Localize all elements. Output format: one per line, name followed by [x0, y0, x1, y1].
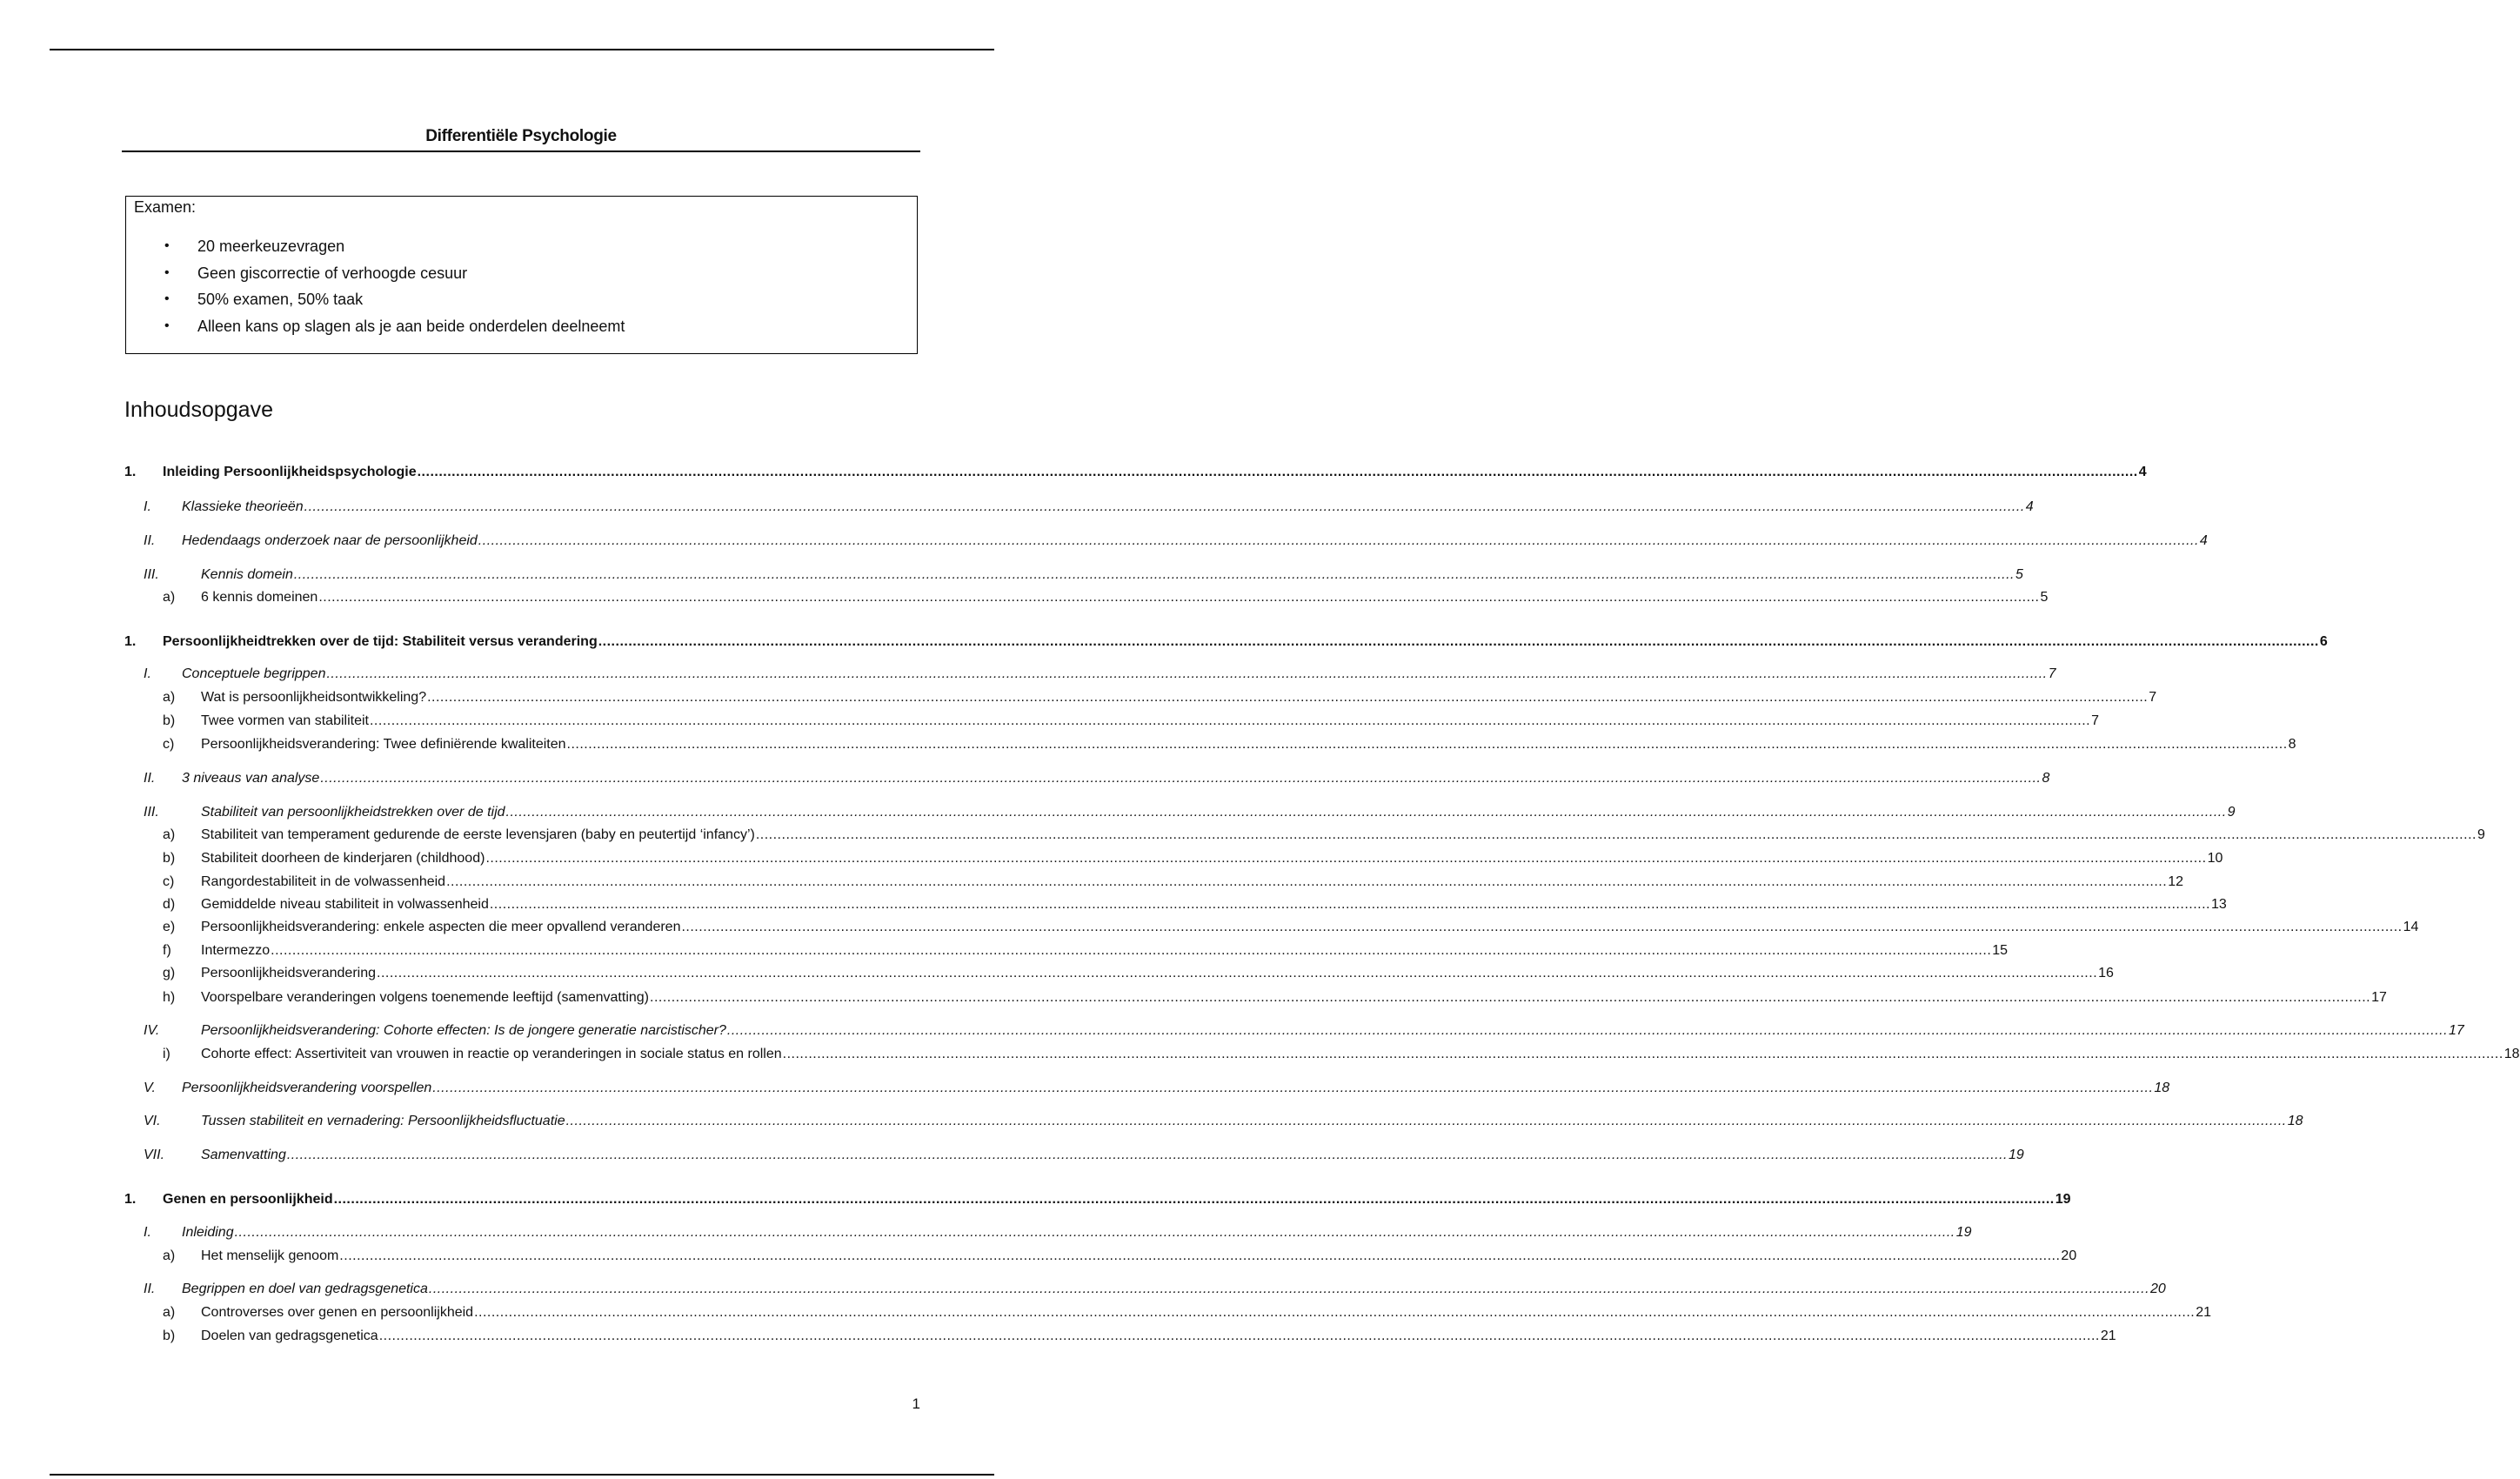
toc-entry-number: d) [163, 897, 176, 912]
toc-entry-page: 20 [2150, 1282, 2166, 1296]
toc-entry-title: Rangordestabiliteit in de volwassenheid [201, 874, 446, 889]
toc-dot-leader: ................................................................................................................................................................................................................................................................................................................................................................................................................ [293, 567, 2015, 582]
toc-dot-leader: ................................................................................................................................................................................................................................................................................................................................................................................................................ [432, 1081, 2154, 1095]
toc-entry-body [201, 873, 2183, 892]
toc-entry-title: Stabiliteit van temperament gedurende de eerste levensjaren (baby en peutertijd ‘infancy’) [201, 827, 755, 842]
bullet-icon: • [164, 264, 170, 280]
exam-item-text: 50% examen, 50% taak [197, 291, 364, 308]
toc-entry-page: 17 [2449, 1023, 2464, 1038]
toc-entry-title: Tussen stabiliteit en vernadering: Persoonlijkheidsfluctuatie [201, 1114, 565, 1128]
toc-dot-leader: ................................................................................................................................................................................................................................................................................................................................................................................................................ [598, 634, 2319, 649]
toc-entry-page: 7 [2048, 666, 2056, 681]
toc-entry-body [201, 1146, 2024, 1165]
toc-entry[interactable] [0, 1327, 2116, 1346]
toc-entry-title: Stabiliteit van persoonlijkheidstrekken over de tijd [201, 805, 505, 820]
toc-entry[interactable] [0, 566, 2023, 585]
toc-entry-body [182, 1280, 2166, 1299]
toc-entry-body [182, 1079, 2170, 1098]
toc-entry-body [201, 941, 2009, 960]
toc-entry-title: Conceptuele begrippen [182, 666, 326, 681]
toc-dot-leader: ................................................................................................................................................................................................................................................................................................................................................................................................................ [650, 990, 2371, 1005]
toc-entry-number: III. [144, 805, 159, 820]
toc-entry[interactable] [0, 918, 2419, 937]
toc-entry-number: II. [144, 1282, 156, 1296]
toc-entry-body [182, 1223, 1972, 1242]
toc-entry-title: Twee vormen van stabiliteit [201, 713, 369, 728]
toc-dot-leader: ................................................................................................................................................................................................................................................................................................................................................................................................................ [320, 771, 2042, 786]
toc-entry-title: Persoonlijkheidsverandering: Cohorte effecten: Is de jongere generatie narcistischer? [201, 1023, 726, 1038]
bullet-icon: • [164, 318, 170, 333]
toc-entry[interactable] [0, 735, 2296, 754]
toc-entry-title: Klassieke theorieën [182, 499, 304, 514]
toc-entry-title: Persoonlijkheidsverandering [201, 966, 377, 980]
toc-dot-leader: ................................................................................................................................................................................................................................................................................................................................................................................................................ [489, 897, 2210, 912]
toc-entry-body [201, 566, 2023, 585]
toc-entry-number: VI. [144, 1114, 161, 1128]
toc-dot-leader: ................................................................................................................................................................................................................................................................................................................................................................................................................ [326, 666, 2048, 681]
toc-entry-number: b) [163, 851, 176, 866]
toc-entry-page: 9 [2227, 805, 2236, 820]
toc-entry-number: 1. [124, 634, 137, 649]
toc-entry-number: a) [163, 1305, 176, 1320]
toc-entry-number: f) [163, 943, 171, 958]
toc-dot-leader: ................................................................................................................................................................................................................................................................................................................................................................................................................ [446, 874, 2168, 889]
toc-entry-number: V. [144, 1081, 156, 1095]
toc-dot-leader: ................................................................................................................................................................................................................................................................................................................................................................................................................ [782, 1047, 2503, 1061]
toc-entry-number: VII. [144, 1148, 165, 1162]
toc-entry[interactable] [0, 895, 2227, 914]
toc-entry-number: 1. [124, 465, 137, 479]
toc-entry-title: Doelen van gedragsgenetica [201, 1328, 378, 1343]
toc-entry-page: 7 [2149, 690, 2157, 705]
toc-entry-number: I. [144, 1225, 151, 1240]
toc-entry[interactable] [0, 1280, 2166, 1299]
toc-entry-title: Persoonlijkheidsverandering: enkele aspecten die meer opvallend veranderen [201, 920, 681, 934]
toc-entry-title: Controverses over genen en persoonlijkheid [201, 1305, 474, 1320]
toc-dot-leader: ................................................................................................................................................................................................................................................................................................................................................................................................................ [333, 1192, 2055, 1207]
toc-dot-leader: ................................................................................................................................................................................................................................................................................................................................................................................................................ [234, 1225, 1955, 1240]
toc-entry-body [201, 1247, 2077, 1266]
toc-entry[interactable] [0, 588, 2049, 607]
exam-list-item [126, 237, 625, 264]
toc-dot-leader: ................................................................................................................................................................................................................................................................................................................................................................................................................ [417, 465, 2138, 479]
toc-entry-body [182, 665, 2056, 684]
toc-entry-page: 20 [2061, 1248, 2077, 1263]
toc-entry[interactable] [0, 964, 2114, 983]
exam-label: Examen: [134, 198, 197, 216]
toc-entry-title: 6 kennis domeinen [201, 590, 318, 605]
toc-entry-page: 8 [2288, 737, 2296, 752]
toc-dot-leader: ................................................................................................................................................................................................................................................................................................................................................................................................................ [474, 1305, 2196, 1320]
toc-entry-number: IV. [144, 1023, 160, 1038]
toc-entry-number: b) [163, 1328, 176, 1343]
toc-dot-leader: ................................................................................................................................................................................................................................................................................................................................................................................................................ [755, 827, 2477, 842]
toc-entry[interactable] [0, 1112, 2303, 1131]
toc-entry-number: e) [163, 920, 176, 934]
toc-entry-body [201, 712, 2100, 731]
toc-entry-page: 7 [2091, 713, 2100, 728]
toc-entry[interactable] [0, 463, 2147, 482]
toc-entry-number: b) [163, 713, 176, 728]
toc-entry-body [201, 849, 2223, 868]
toc-dot-leader: ................................................................................................................................................................................................................................................................................................................................................................................................................ [286, 1148, 2008, 1162]
toc-entry[interactable] [0, 941, 2009, 960]
toc-entry-page: 19 [2008, 1148, 2024, 1162]
toc-entry-title: Persoonlijkheidsverandering: Twee definiërende kwaliteiten [201, 737, 566, 752]
toc-entry-body [201, 1112, 2303, 1131]
toc-entry[interactable] [0, 712, 2100, 731]
toc-entry-number: a) [163, 590, 176, 605]
toc-dot-leader: ................................................................................................................................................................................................................................................................................................................................................................................................................ [428, 1282, 2150, 1296]
toc-entry-number: h) [163, 990, 176, 1005]
toc-entry-body [201, 988, 2387, 1007]
toc-entry[interactable] [0, 988, 2387, 1007]
toc-entry-page: 14 [2403, 920, 2419, 934]
exam-item-text: 20 meerkeuzevragen [197, 238, 345, 255]
toc-entry-number: a) [163, 690, 176, 705]
toc-entry[interactable] [0, 873, 2183, 892]
toc-entry-page: 15 [1992, 943, 2009, 958]
toc-entry-page: 16 [2098, 966, 2114, 980]
toc-dot-leader: ................................................................................................................................................................................................................................................................................................................................................................................................................ [378, 1328, 2100, 1343]
exam-list-item [126, 290, 625, 317]
toc-dot-leader: ................................................................................................................................................................................................................................................................................................................................................................................................................ [681, 920, 2403, 934]
toc-entry-title: Samenvatting [201, 1148, 286, 1162]
toc-entry-title: Intermezzo [201, 943, 271, 958]
toc-entry-page: 9 [2477, 827, 2485, 842]
toc-dot-leader: ................................................................................................................................................................................................................................................................................................................................................................................................................ [318, 590, 2040, 605]
toc-entry[interactable] [0, 688, 2157, 707]
toc-entry-title: Genen en persoonlijkheid [163, 1192, 333, 1207]
toc-entry-body [163, 463, 2147, 482]
toc-entry[interactable] [0, 1303, 2211, 1322]
toc-entry-body [201, 688, 2157, 707]
toc-entry[interactable] [0, 632, 2328, 652]
toc-dot-leader: ................................................................................................................................................................................................................................................................................................................................................................................................................ [271, 943, 1992, 958]
page-number: 1 [912, 1395, 920, 1412]
title-underline [122, 151, 920, 152]
toc-entry-number: g) [163, 966, 176, 980]
toc-entry-page: 18 [2287, 1114, 2303, 1128]
toc-entry-title: Voorspelbare veranderingen volgens toenemende leeftijd (samenvatting) [201, 990, 649, 1005]
toc-entry-title: Inleiding Persoonlijkheidspsychologie [163, 465, 417, 479]
toc-entry-body [182, 498, 2034, 517]
toc-entry-title: Cohorte effect: Assertiviteit van vrouwen in reactie op veranderingen in sociale status en rollen [201, 1047, 782, 1061]
toc-entry-number: c) [163, 874, 175, 889]
toc-entry[interactable] [0, 1079, 2170, 1098]
toc-entry-number: 1. [124, 1192, 137, 1207]
toc-entry-page: 4 [2199, 533, 2208, 548]
header-rule [50, 49, 994, 50]
toc-entry-page: 5 [2040, 590, 2049, 605]
toc-entry-body [201, 803, 2236, 822]
toc-entry-page: 13 [2210, 897, 2227, 912]
toc-dot-leader: ................................................................................................................................................................................................................................................................................................................................................................................................................ [304, 499, 2025, 514]
toc-dot-leader: ................................................................................................................................................................................................................................................................................................................................................................................................................ [726, 1023, 2449, 1038]
toc-entry[interactable] [0, 1045, 2520, 1064]
exam-info-box [125, 196, 918, 354]
toc-entry-body [201, 1021, 2464, 1041]
toc-entry[interactable] [0, 1247, 2077, 1266]
toc-entry[interactable] [0, 498, 2034, 517]
toc-entry-page: 6 [2319, 634, 2328, 649]
toc-entry[interactable] [0, 1021, 2464, 1041]
toc-entry-title: Het menselijk genoom [201, 1248, 339, 1263]
toc-dot-leader: ................................................................................................................................................................................................................................................................................................................................................................................................................ [566, 737, 2288, 752]
toc-entry[interactable] [0, 1146, 2024, 1165]
toc-entry[interactable] [0, 803, 2236, 822]
toc-entry-number: i) [163, 1047, 170, 1061]
footer-rule [50, 1474, 994, 1476]
toc-entry-page: 12 [2168, 874, 2183, 889]
toc-entry-number: III. [144, 567, 159, 582]
toc-entry-page: 21 [2196, 1305, 2211, 1320]
toc-entry-number: I. [144, 666, 151, 681]
toc-entry-title: Begrippen en doel van gedragsgenetica [182, 1282, 428, 1296]
toc-entry-page: 18 [2154, 1081, 2170, 1095]
toc-entry-title: Gemiddelde niveau stabiliteit in volwassenheid [201, 897, 489, 912]
toc-entry-body [201, 964, 2114, 983]
toc-entry-page: 8 [2042, 771, 2050, 786]
toc-entry[interactable] [0, 532, 2208, 551]
toc-entry-body [201, 918, 2419, 937]
exam-item-text: Geen giscorrectie of verhoogde cesuur [197, 264, 468, 282]
toc-entry-body [201, 588, 2049, 607]
exam-list-item [126, 317, 625, 344]
toc-entry-number: a) [163, 1248, 176, 1263]
toc-entry[interactable] [0, 826, 2485, 845]
toc-entry-title: Wat is persoonlijkheidsontwikkeling? [201, 690, 427, 705]
toc-entry-title: Persoonlijkheidtrekken over de tijd: Stabiliteit versus verandering [163, 634, 598, 649]
toc-dot-leader: ................................................................................................................................................................................................................................................................................................................................................................................................................ [565, 1114, 2287, 1128]
toc-dot-leader: ................................................................................................................................................................................................................................................................................................................................................................................................................ [485, 851, 2207, 866]
toc-dot-leader: ................................................................................................................................................................................................................................................................................................................................................................................................................ [369, 713, 2091, 728]
toc-entry-body [201, 826, 2485, 845]
toc-entry-page: 18 [2503, 1047, 2520, 1061]
toc-entry-body [201, 1327, 2116, 1346]
toc-entry-page: 21 [2100, 1328, 2116, 1343]
toc-entry-page: 4 [2025, 499, 2034, 514]
exam-item-text: Alleen kans op slagen als je aan beide onderdelen deelneemt [197, 317, 625, 335]
toc-entry[interactable] [0, 769, 2050, 788]
toc-entry-body [163, 632, 2328, 652]
toc-entry[interactable] [0, 665, 2056, 684]
toc-heading: Inhoudsopgave [124, 398, 273, 422]
toc-entry-title: Inleiding [182, 1225, 234, 1240]
toc-entry-body [201, 1045, 2520, 1064]
toc-entry-page: 19 [2055, 1192, 2071, 1207]
toc-entry-title: Persoonlijkheidsverandering voorspellen [182, 1081, 432, 1095]
toc-dot-leader: ................................................................................................................................................................................................................................................................................................................................................................................................................ [339, 1248, 2061, 1263]
toc-entry-number: a) [163, 827, 176, 842]
exam-list-item [126, 264, 625, 291]
toc-entry[interactable] [0, 849, 2223, 868]
toc-entry-body [201, 1303, 2211, 1322]
toc-entry-body [201, 895, 2227, 914]
toc-dot-leader: ................................................................................................................................................................................................................................................................................................................................................................................................................ [427, 690, 2149, 705]
toc-entry-page: 10 [2207, 851, 2223, 866]
toc-entry-page: 5 [2015, 567, 2023, 582]
toc-entry-body [182, 769, 2050, 788]
toc-entry-page: 19 [1955, 1225, 1972, 1240]
toc-entry-title: 3 niveaus van analyse [182, 771, 320, 786]
toc-entry[interactable] [0, 1190, 2071, 1209]
toc-entry-body [201, 735, 2296, 754]
toc-entry-title: Hedendaags onderzoek naar de persoonlijkheid [182, 533, 478, 548]
toc-entry-page: 17 [2371, 990, 2387, 1005]
toc-dot-leader: ................................................................................................................................................................................................................................................................................................................................................................................................................ [377, 966, 2098, 980]
toc-entry-body [182, 532, 2208, 551]
toc-entry-page: 4 [2138, 465, 2147, 479]
toc-dot-leader: ................................................................................................................................................................................................................................................................................................................................................................................................................ [478, 533, 2199, 548]
exam-list [126, 237, 625, 343]
toc-entry-number: II. [144, 533, 156, 548]
toc-entry-number: I. [144, 499, 151, 514]
toc-entry-number: II. [144, 771, 156, 786]
toc-entry-number: c) [163, 737, 175, 752]
toc-entry-title: Stabiliteit doorheen de kinderjaren (childhood) [201, 851, 485, 866]
bullet-icon: • [164, 291, 170, 306]
toc-entry-body [163, 1190, 2071, 1209]
toc-entry-title: Kennis domein [201, 567, 293, 582]
toc-entry[interactable] [0, 1223, 1972, 1242]
bullet-icon: • [164, 238, 170, 253]
toc-dot-leader: ................................................................................................................................................................................................................................................................................................................................................................................................................ [505, 805, 2227, 820]
document-title: Differentiële Psychologie [425, 127, 617, 145]
